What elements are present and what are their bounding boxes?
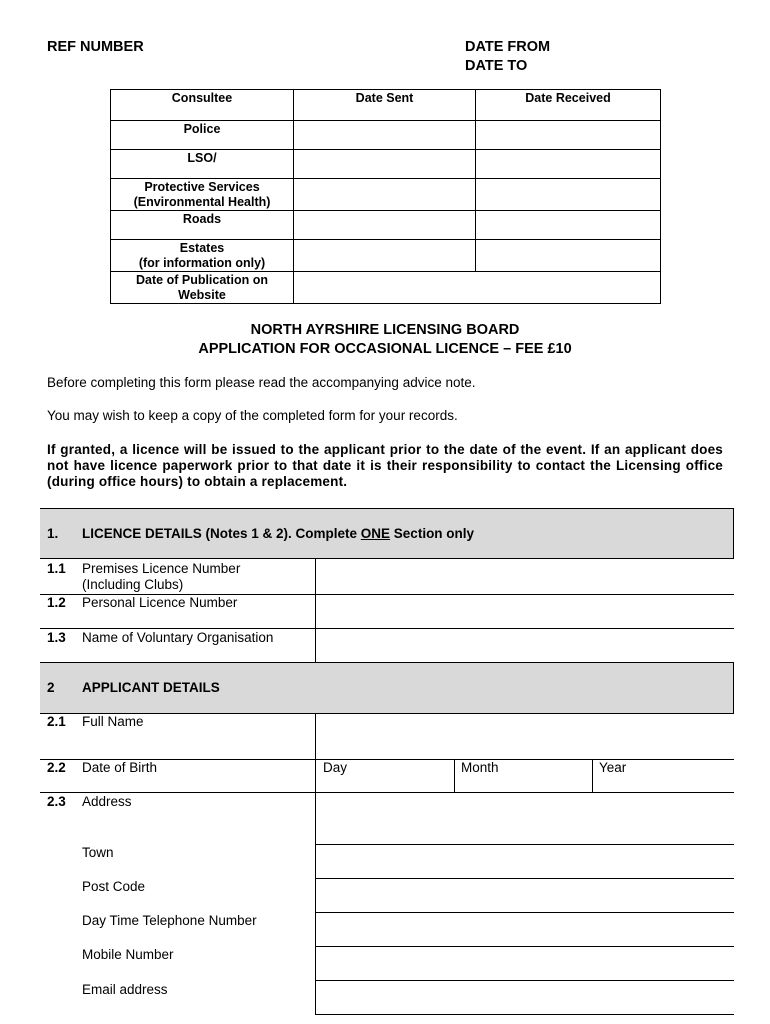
date-from-label: DATE FROM — [465, 39, 551, 55]
publication-label: Date of Publication on — [136, 273, 268, 287]
ref-number-label: REF NUMBER — [47, 39, 144, 55]
premises-licence-sublabel: (Including Clubs) — [82, 577, 184, 592]
section-1-number: 1. — [47, 526, 59, 541]
premises-licence-number-input[interactable] — [316, 560, 734, 594]
date-received-cell[interactable] — [476, 211, 661, 240]
date-sent-cell[interactable] — [294, 150, 476, 179]
dob-day-label: Day — [323, 760, 348, 775]
section-1-title-emphasis: ONE — [360, 526, 391, 541]
field-number: 1.3 — [47, 630, 66, 645]
consultee-name: Protective Services — [144, 180, 260, 194]
date-of-birth-label: Date of Birth — [82, 760, 158, 775]
consultee-column-header: Consultee — [111, 90, 294, 121]
consultee-name: LSO/ — [187, 151, 217, 165]
town-label: Town — [82, 845, 114, 860]
date-sent-cell[interactable] — [294, 240, 476, 272]
day-time-telephone-input[interactable] — [316, 913, 734, 945]
consultee-subname: (Environmental Health) — [133, 195, 271, 209]
date-to-label: DATE TO — [465, 58, 528, 74]
date-sent-cell[interactable] — [294, 179, 476, 211]
mobile-number-input[interactable] — [316, 947, 734, 979]
email-address-label: Email address — [82, 982, 168, 997]
consultee-subname: (for information only) — [138, 256, 266, 270]
email-address-input[interactable] — [316, 981, 734, 1013]
town-input[interactable] — [316, 845, 734, 877]
consultee-row-estates — [111, 240, 661, 272]
day-time-telephone-label: Day Time Telephone Number — [82, 913, 257, 928]
field-number: 2.3 — [47, 794, 66, 809]
date-received-cell[interactable] — [476, 121, 661, 150]
section-1-title-text: LICENCE DETAILS (Notes 1 & 2). Complete — [82, 526, 361, 541]
consultee-name: Roads — [182, 212, 222, 226]
date-received-cell[interactable] — [476, 150, 661, 179]
voluntary-organisation-label: Name of Voluntary Organisation — [82, 630, 274, 645]
field-number: 2.1 — [47, 714, 66, 729]
premises-licence-label-text: Premises Licence Number — [82, 561, 241, 576]
personal-licence-number-input[interactable] — [316, 595, 734, 628]
dob-day-input[interactable] — [316, 760, 454, 792]
post-code-label: Post Code — [82, 879, 146, 894]
full-name-input[interactable] — [316, 714, 734, 759]
board-title: NORTH AYRSHIRE LICENSING BOARD — [250, 322, 520, 338]
field-number: 1.2 — [47, 595, 66, 610]
field-number: 1.1 — [47, 561, 66, 576]
section-1-title — [82, 526, 474, 541]
section-2-number: 2 — [47, 680, 55, 695]
voluntary-organisation-name-input[interactable] — [316, 629, 734, 662]
field-number: 2.2 — [47, 760, 66, 775]
address-input[interactable] — [316, 793, 734, 843]
section-2-title: APPLICANT DETAILS — [82, 680, 220, 695]
consultee-row-police — [111, 121, 661, 150]
post-code-input[interactable] — [316, 879, 734, 911]
intro-licence-notice: If granted, a licence will be issued to the applicant prior to the date of the event. If an applicant does not have licence paperwork prior to that date it is their responsibility to contact the Licensing office (during office hours) to obtain a replacement. — [47, 442, 723, 489]
address-label: Address — [82, 794, 132, 809]
personal-licence-label: Personal Licence Number — [82, 595, 238, 610]
premises-licence-label — [82, 561, 240, 593]
mobile-number-label: Mobile Number — [82, 947, 174, 962]
consultee-row-roads — [111, 211, 661, 240]
publication-sublabel: Website — [178, 288, 226, 302]
consultee-row-lso — [111, 150, 661, 179]
date-sent-cell[interactable] — [294, 121, 476, 150]
date-sent-cell[interactable] — [294, 211, 476, 240]
dob-year-label: Year — [599, 760, 627, 775]
intro-advice-note: Before completing this form please read the accompanying advice note. — [47, 375, 476, 390]
section-1-title-suffix: Section only — [390, 526, 475, 541]
form-title: APPLICATION FOR OCCASIONAL LICENCE – FEE £10 — [198, 341, 572, 357]
consultee-name: Police — [183, 122, 221, 136]
date-received-cell[interactable] — [476, 240, 661, 272]
date-received-column-header: Date Received — [476, 90, 661, 121]
dob-month-label: Month — [461, 760, 499, 775]
full-name-label: Full Name — [82, 714, 144, 729]
consultee-table — [110, 89, 661, 304]
publication-date-cell[interactable] — [294, 272, 661, 304]
consultee-row-protective-services — [111, 179, 661, 211]
consultee-name: Estates — [179, 241, 225, 255]
date-received-cell[interactable] — [476, 179, 661, 211]
dob-year-input[interactable] — [593, 760, 734, 792]
intro-keep-copy: You may wish to keep a copy of the completed form for your records. — [47, 408, 458, 423]
dob-month-input[interactable] — [455, 760, 592, 792]
publication-row — [111, 272, 661, 304]
date-sent-column-header: Date Sent — [294, 90, 476, 121]
